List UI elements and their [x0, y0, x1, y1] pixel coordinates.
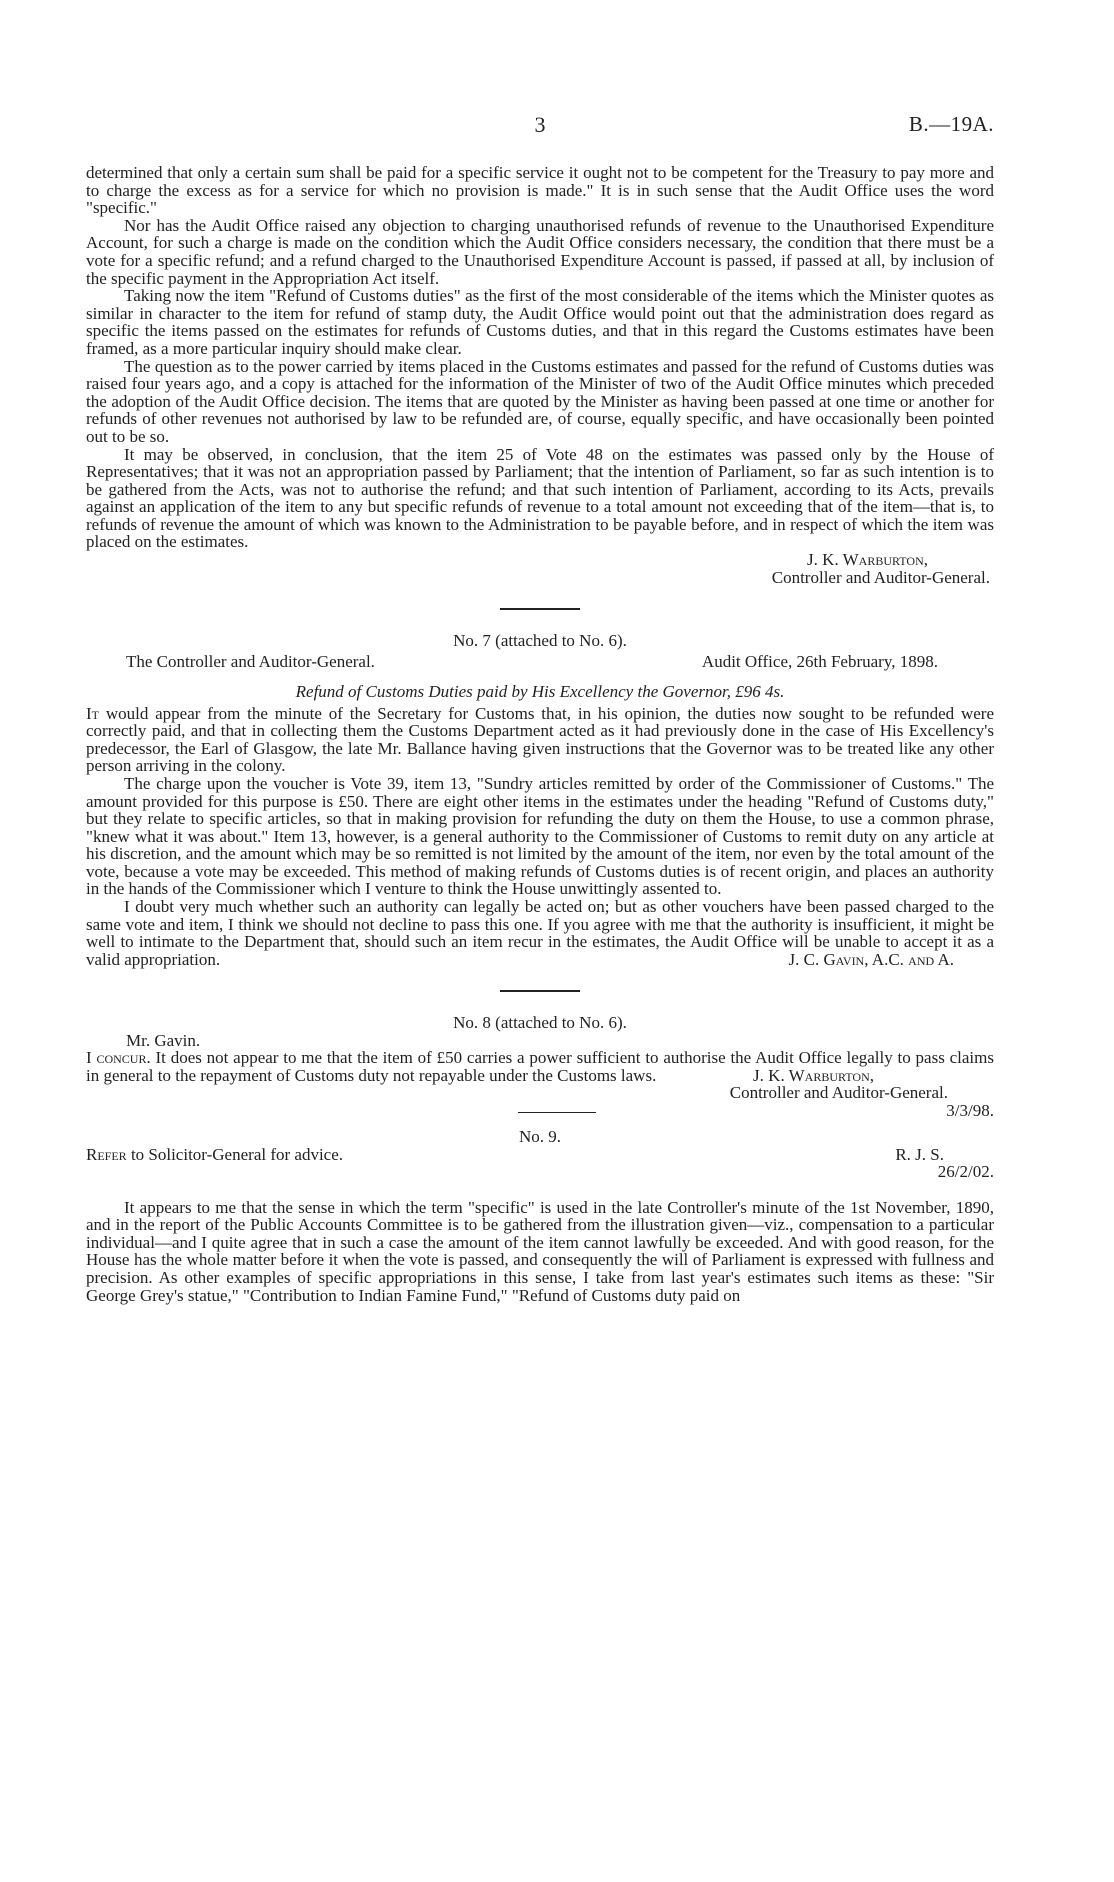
signature-name: J. K. Warburton,: [753, 1065, 874, 1085]
subject-line: Refund of Customs Duties paid by His Excellency the Governor, £96 4s.: [295, 681, 785, 701]
section-divider: [500, 608, 580, 610]
date: 26/2/02.: [937, 1162, 994, 1182]
paragraph: It may be observed, in conclusion, that the item 25 of Vote 48 on the estimates was passed only by the House of Representatives; that it was not an appropriation passed by Parliament; that the intention of Parliament, so far as such intention is to be gathered from the Acts, was not to authorise the refund; and that such intention of Parliament, according to its Acts, prevails against an application of the item to any but specific refunds of revenue to a total amount not exceeding that of the item—that is, to refunds of revenue the amount of which was known to the Administration to be payable before, and in respect of which the item was placed on the estimates.: [86, 444, 994, 552]
page-header: [86, 112, 994, 148]
section-heading-no7: No. 7 (attached to No. 6).: [453, 630, 627, 650]
signature-title: Controller and Auditor-General.: [729, 1083, 948, 1103]
initials: R. J. S.: [895, 1144, 944, 1164]
signature-title: Controller and Auditor-General.: [771, 567, 990, 587]
document-body: [86, 164, 994, 1304]
referral-text: Refer to Solicitor-General for advice.: [86, 1144, 344, 1164]
document-reference: B.—19A.: [908, 112, 994, 136]
page-number: 3: [534, 112, 546, 137]
addressee: The Controller and Auditor-General.: [126, 652, 375, 672]
addressee-row: [86, 653, 994, 671]
paragraph: Nor has the Audit Office raised any objection to charging unauthorised refunds of revenue to the Unauthorised Expenditure Account, for such a charge is made on the condition which the Audit Office considers necessary, the condition that there must be a vote for a specific refund; and a refund charged to the Unauthorised Expenditure Account is passed, if passed at all, by inclusion of the specific payment in the Appropriation Act itself.: [86, 215, 994, 288]
salutation: Mr. Gavin.: [126, 1030, 201, 1050]
signature: J. C. Gavin, A.C. and A.: [788, 949, 954, 969]
paragraph: I doubt very much whether such an authority can legally be acted on; but as other vouchers have been passed charged to the same vote and item, I think we should not decline to pass this one. If you agree with me that the authority is insufficient, it might be well to intimate to the Department that, should such an item recur in the estimates, the Audit Office will be unable to accept it as a valid appropriation.: [86, 897, 994, 969]
section-divider: [518, 1112, 596, 1114]
signature-name: J. K. Warburton,: [807, 550, 928, 570]
paragraph: The question as to the power carried by items placed in the Customs estimates and passed for the refund of Customs duties was raised four years ago, and a copy is attached for the information of the Minister of two of the Audit Office minutes which preceded the adoption of the Audit Office decision. The items that are quoted by the Minister as having been passed at one time or another for refunds of other revenues not authorised by law to be refunded are, of course, equally specific, and have occasionally been pointed out to be so.: [86, 356, 994, 446]
section-heading-no9: No. 9.: [518, 1126, 562, 1146]
section-heading-no8: No. 8 (attached to No. 6).: [453, 1012, 627, 1032]
paragraph: The charge upon the voucher is Vote 39, item 13, "Sundry articles remitted by order of the Commissioner of Customs." The amount provided for this purpose is £50. There are eight other items in the estimates under the heading "Refund of Customs duty," but they relate to specific articles, so that in making provision for refunding the duty on them the House, to use a common phrase, "knew what it was about." Item 13, however, is a general authority to the Commissioner of Customs to remit duty on any article at his discretion, and the amount which may be so remitted is not limited by the amount of the item, nor even by the total amount of the vote, because a vote may be exceeded. This method of making refunds of Customs duties is of recent origin, and places an authority in the hands of the Commissioner which I venture to think the House unwittingly assented to.: [86, 773, 994, 899]
paragraph: I concur. It does not appear to me that the item of £50 carries a power sufficient to authorise the Audit Office legally to pass claims in general to the repayment of Customs duty not repayable under the Customs laws.: [86, 1048, 994, 1085]
section-divider: [500, 990, 580, 992]
paragraph: determined that only a certain sum shall be paid for a specific service it ought not to be competent for the Treasury to pay more and to charge the excess as for a service for which no provision is made." It is in such sense that the Audit Office uses the word "specific.": [86, 163, 994, 218]
place-date: Audit Office, 26th February, 1898.: [701, 652, 938, 672]
date: 3/3/98.: [946, 1100, 994, 1120]
paragraph: Taking now the item "Refund of Customs duties" as the first of the most considerable of the items which the Minister quotes as similar in character to the item for refund of stamp duty, the Audit Office would point out that the administration does regard as specific the items passed on the estimates for refunds of Customs duties, and that in this regard the Customs estimates have been framed, as a more particular inquiry should make clear.: [86, 286, 994, 358]
date-row: [86, 1102, 994, 1122]
referral-row: [86, 1146, 994, 1164]
paragraph: It would appear from the minute of the Secretary for Customs that, in his opinion, the duties now sought to be refunded were correctly paid, and that in collecting them the Customs Department acted as it had previously done in the case of His Excellency's predecessor, the Earl of Glasgow, the late Mr. Ballance having given instructions that the Governor was to be treated like any other person arriving in the colony.: [86, 703, 994, 776]
paragraph: It appears to me that the sense in which the term "specific" is used in the late Controller's minute of the 1st November, 1890, and in the report of the Public Accounts Committee is to be gathered from the illustration given—viz., compensation to a particular individual—and I quite agree that in such a case the amount of the item cannot lawfully be exceeded. And with good reason, for the House has the whole matter before it when the vote is passed, and consequently the will of Parliament is expressed with fullness and precision. As other examples of specific appropriations in this sense, I take from last year's estimates such items as these: "Sir George Grey's statue," "Contribution to Indian Famine Fund," "Refund of Customs duty paid on: [86, 1197, 994, 1305]
